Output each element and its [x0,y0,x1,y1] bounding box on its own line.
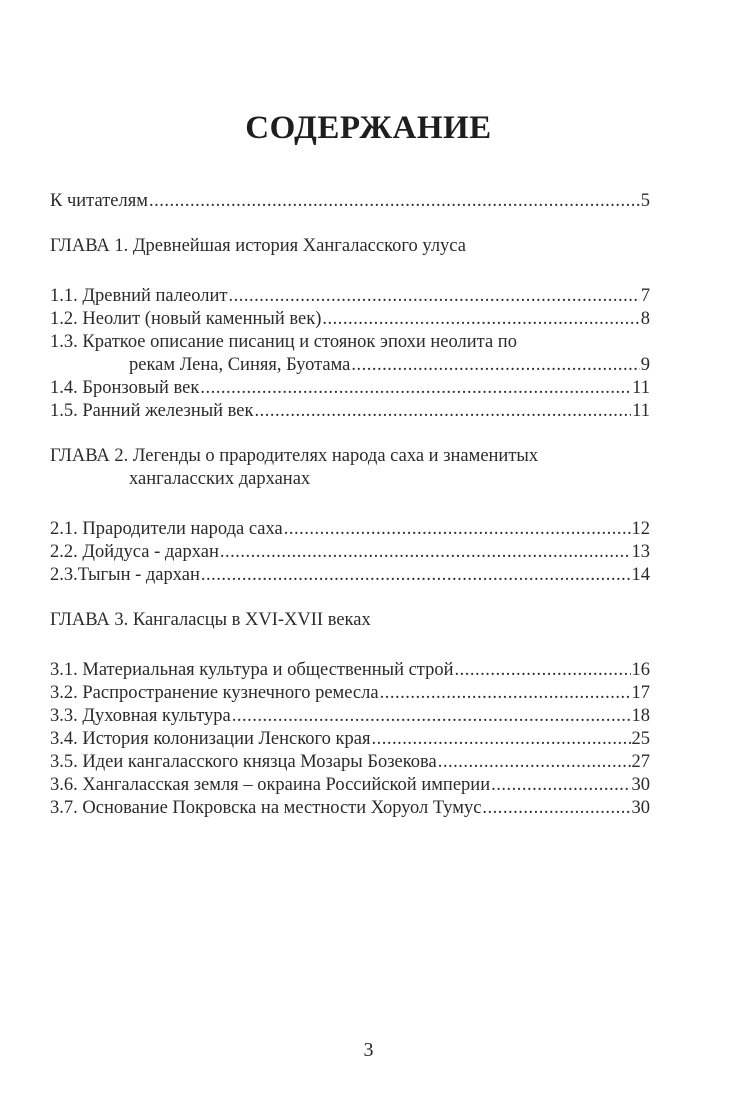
toc-entry[interactable] [50,564,650,587]
toc-entry-page: 7 [640,286,650,306]
page-title: СОДЕРЖАНИЕ [245,110,492,146]
toc-entry-label: 1.4. Бронзовый век [50,378,200,398]
toc-entry-page: 11 [632,401,650,421]
leader-dots [438,751,631,774]
toc-entry-page: 17 [631,683,650,703]
toc-entry[interactable] [50,331,650,354]
toc-entry-continuation[interactable] [50,354,650,377]
leader-dots [220,541,631,564]
toc-entry-label: 2.3.Тыгын - дархан [50,565,200,585]
toc-entry-page: 14 [631,565,650,585]
toc-entry-label: 1.5. Ранний железный век [50,401,254,421]
leader-dots [455,659,631,682]
toc-entry-label: 3.4. История колонизации Ленского края [50,729,371,749]
spacer [50,632,650,659]
toc-entry-label: 3.3. Духовная культура [50,706,231,726]
toc-entry[interactable] [50,541,650,564]
toc-entry-page: 8 [640,309,650,329]
toc-entry[interactable] [50,659,650,682]
toc-entry[interactable] [50,751,650,774]
toc-entry-page: 11 [632,378,650,398]
leader-dots [255,400,632,423]
leader-dots [201,564,631,587]
toc-entry[interactable] [50,308,650,331]
spacer [50,587,650,609]
toc-entry-page: 30 [631,798,650,818]
toc-entry[interactable] [50,518,650,541]
leader-dots [284,518,631,541]
leader-dots [351,354,639,377]
toc-entry-label: 3.2. Распространение кузнечного ремесла [50,683,379,703]
toc-entry-label: 3.5. Идеи кангаласского князца Мозары Бозекова [50,752,437,772]
toc-entry-label: 3.7. Основание Покровска на местности Хоруол Тумус [50,798,482,818]
spacer [50,213,650,235]
leader-dots [228,285,639,308]
leader-dots [482,797,630,820]
toc-entry-label: 3.6. Хангаласская земля – окраина Российской империи [50,775,491,795]
chapter-heading[interactable]: ГЛАВА 1. Древнейшая история Хангаласского улуса [50,236,466,256]
toc-entry-label: 3.1. Материальная культура и общественный строй [50,660,454,680]
toc-entry-page: 30 [631,775,650,795]
spacer [50,491,650,518]
leader-dots [322,308,639,331]
page-number: 3 [363,1039,374,1061]
chapter-heading[interactable]: ГЛАВА 2. Легенды о прародителях народа саха и знаменитых [50,446,539,466]
toc-entry-page: 13 [631,542,650,562]
leader-dots [200,377,631,400]
toc-entry-page: 12 [631,519,650,539]
toc-entry-label: 2.2. Дойдуса - дархан [50,542,219,562]
spacer [50,258,650,285]
toc-entry-page: 5 [640,191,650,211]
toc-entry[interactable] [50,285,650,308]
toc-entry-label-cont: рекам Лена, Синяя, Буотама [129,355,351,375]
toc-entry[interactable] [50,682,650,705]
toc-entry-page: 16 [631,660,650,680]
toc-entry[interactable] [50,705,650,728]
chapter-heading[interactable]: ГЛАВА 3. Кангаласцы в XVI-XVII веках [50,610,371,630]
toc-entry-page: 25 [631,729,650,749]
leader-dots [149,190,640,213]
toc-entry-page: 9 [640,355,650,375]
toc-entry-label: 1.3. Краткое описание писаниц и стоянок эпохи неолита по [50,332,517,352]
toc-entry-label: 1.1. Древний палеолит [50,286,228,306]
toc-entry-label: 2.1. Прародители народа саха [50,519,283,539]
toc-entry[interactable] [50,728,650,751]
toc-entry[interactable] [50,797,650,820]
table-of-contents [50,190,650,820]
toc-entry[interactable] [50,774,650,797]
toc-entry[interactable] [50,400,650,423]
toc-entry-page: 18 [631,706,650,726]
toc-entry-label: 1.2. Неолит (новый каменный век) [50,309,322,329]
leader-dots [372,728,631,751]
toc-entry-label: К читателям [50,191,148,211]
leader-dots [491,774,630,797]
toc-entry[interactable] [50,190,650,213]
toc-entry-page: 27 [631,752,650,772]
leader-dots [380,682,631,705]
spacer [50,423,650,445]
chapter-heading-cont: хангаласских дарханах [129,469,311,489]
leader-dots [232,705,631,728]
toc-entry[interactable] [50,377,650,400]
